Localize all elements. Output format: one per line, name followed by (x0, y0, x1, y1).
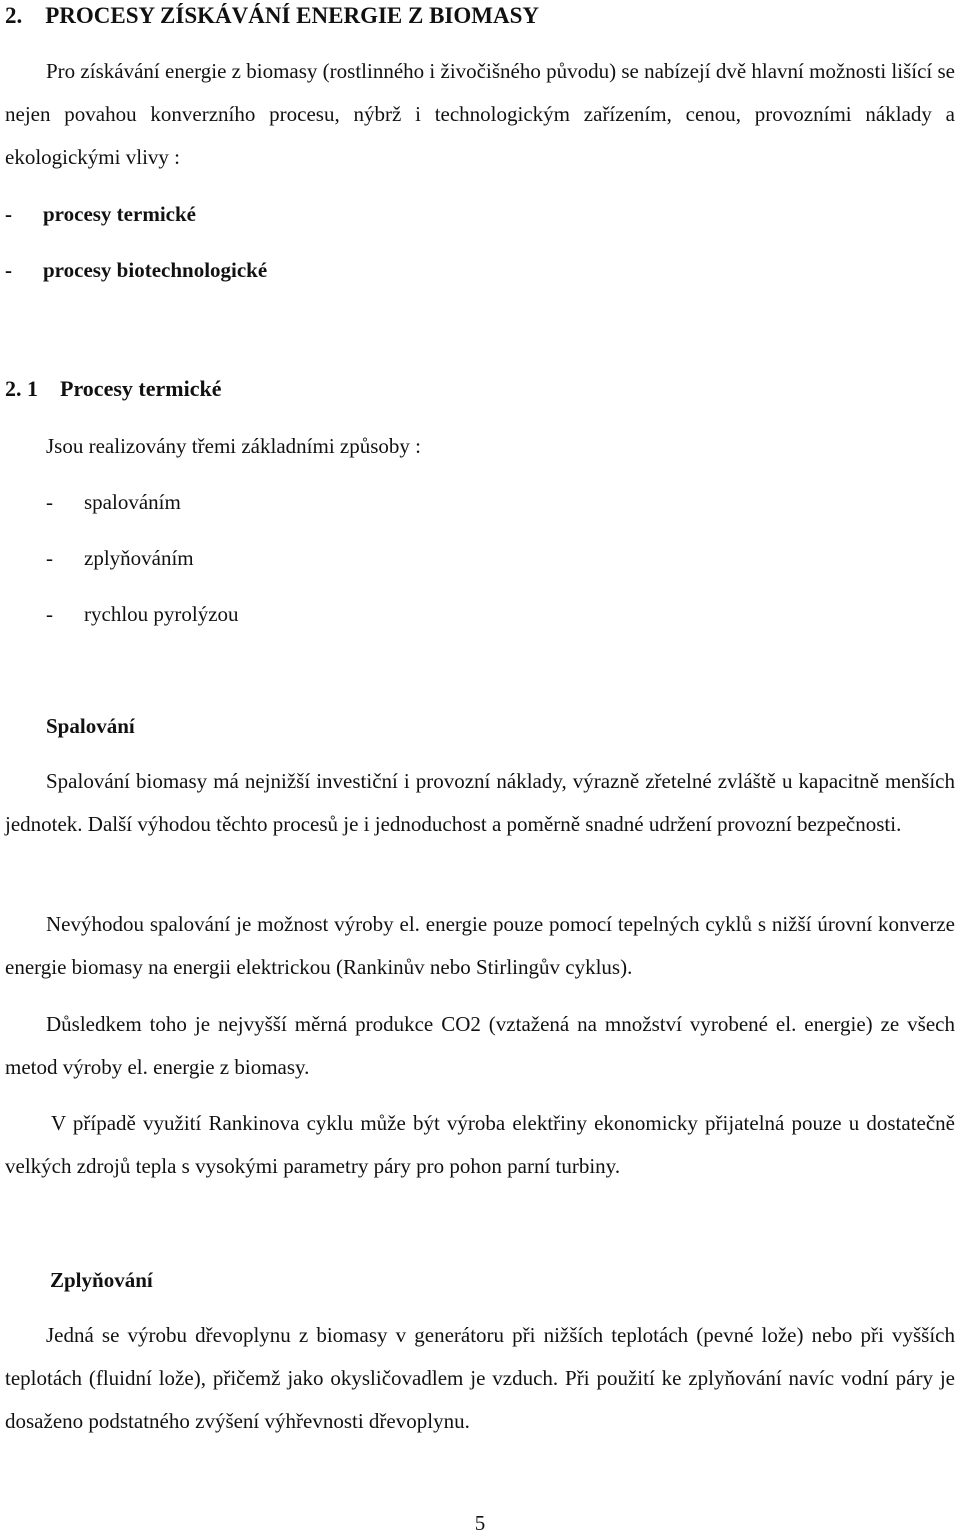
spalovani-paragraph-2: Nevýhodou spalování je možnost výroby el. energie pouze pomocí tepelných cyklů s nižší úrovní konverze energie biomasy na energii elektrickou (Rankinův nebo Stirlingův cyklus). (5, 912, 955, 979)
chapter-number: 2. (5, 3, 23, 28)
dash-bullet: - (46, 490, 53, 514)
page-number: 5 (474, 1511, 486, 1535)
subheading-zplynovani: Zplyňování (50, 1268, 153, 1292)
section-number: 2. 1 (5, 376, 38, 401)
dash-bullet: - (46, 546, 53, 570)
method-item-1: - spalováním (5, 490, 181, 515)
spalovani-paragraph-3: Důsledkem toho je nejvyšší měrná produkce CO2 (vztažená na množství vyrobené el. energie) ze všech metod výroby el. energie z biomasy. (5, 1012, 955, 1079)
chapter-heading (5, 3, 955, 29)
section-title: Procesy termické (60, 376, 222, 401)
main-list-item-2: - procesy biotechnologické (5, 258, 268, 282)
spalovani-paragraph-1: Spalování biomasy má nejnižší investiční i provozní náklady, výrazně zřetelné zvláště u kapacitně menších jednotek. Další výhodou těchto procesů je i jednoduchost a poměrně snadné udržení provozní bezpečnosti. (5, 769, 955, 836)
dash-bullet: - (46, 602, 53, 626)
intro-paragraph: Pro získávání energie z biomasy (rostlinného i živočišného původu) se nabízejí dvě hlavní možnosti lišící se nejen povahou konverzního procesu, nýbrž i technologickým zařízením, cenou, provozními náklady a ekologickými vlivy : (5, 59, 955, 169)
method-item-2: - zplyňováním (5, 546, 194, 571)
zplynovani-paragraph: Jedná se výrobu dřevoplynu z biomasy v generátoru při nižších teplotách (pevné lože) nebo při vyšších teplotách (fluidní lože), přičemž jako okysličovadlem je vzduch. Při použití ke zplyňování navíc vodní páry je dosaženo podstatného zvýšení výhřevnosti dřevoplynu. (5, 1323, 955, 1433)
subheading-spalovani: Spalování (46, 714, 135, 738)
main-list-item-1: - procesy termické (5, 202, 196, 226)
method-item-3: - rychlou pyrolýzou (5, 602, 239, 627)
chapter-title: PROCESY ZÍSKÁVÁNÍ ENERGIE Z BIOMASY (45, 3, 539, 28)
spalovani-paragraph-4: V případě využití Rankinova cyklu může být výroba elektřiny ekonomicky přijatelná pouze u dostatečně velkých zdrojů tepla s vysokými parametry páry pro pohon parní turbiny. (5, 1111, 955, 1178)
section-heading-2-1 (5, 376, 955, 402)
section-intro: Jsou realizovány třemi základními způsoby : (46, 434, 421, 458)
dash-bullet: - (5, 258, 12, 282)
dash-bullet: - (5, 202, 12, 226)
